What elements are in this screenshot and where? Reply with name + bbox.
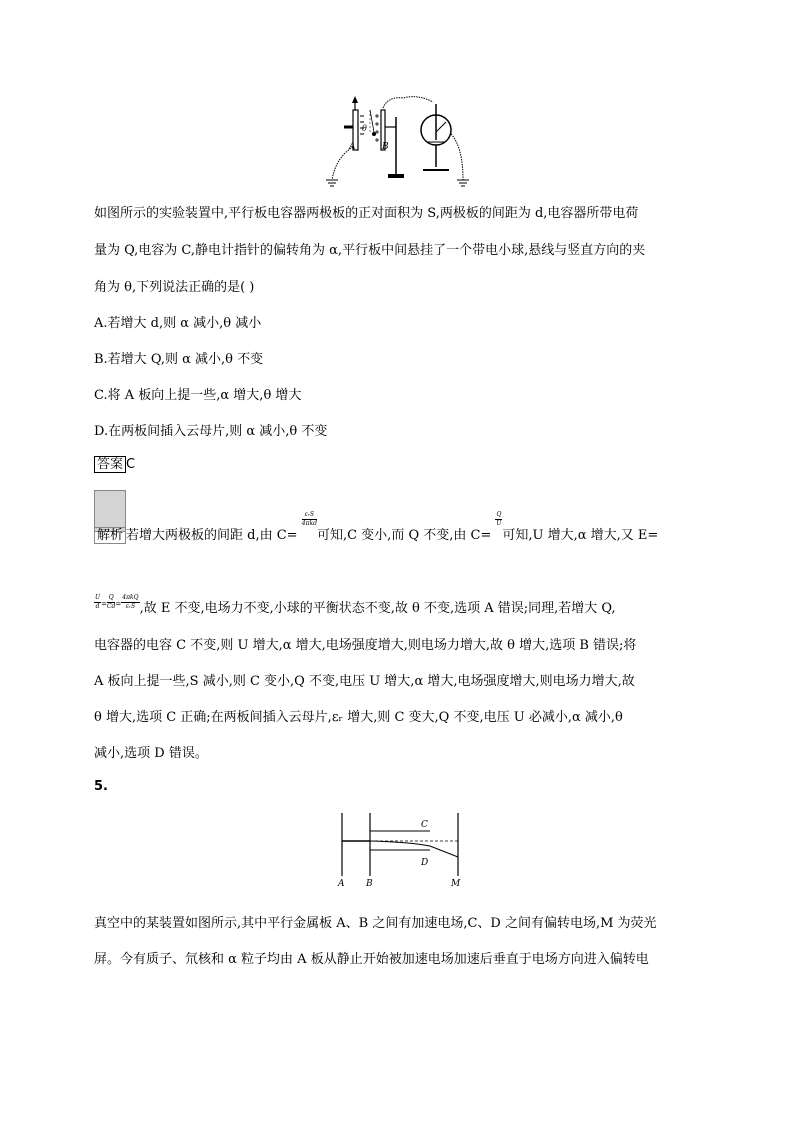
q4-stem-line-3: 角为 θ,下列说法正确的是( )	[94, 280, 255, 295]
analysis-line-4: A 板向上提一些,S 减小,则 C 变小,Q 不变,电压 U 增大,α 增大,电场强度增大,则电场力增大,故	[94, 674, 635, 689]
analysis-line-1a: 若增大两极板的间距 d,由 C=	[126, 528, 298, 543]
formula-2-denominator: U	[496, 520, 502, 527]
q4-option-a: A.若增大 d,则 α 减小,θ 减小	[94, 316, 262, 331]
eq-sign-1: =	[101, 600, 107, 608]
analysis-line-2-text: ,故 E 不变,电场力不变,小球的平衡状态不变,故 θ 不变,选项 A 错误;同理,若增大 Q,	[139, 601, 616, 616]
analysis-label: 解析	[94, 527, 126, 544]
field-formula-1	[94, 594, 101, 611]
answer-row	[94, 453, 135, 472]
fig1-label-theta: θ	[362, 124, 367, 133]
analysis-line-2	[94, 594, 616, 617]
deflection-apparatus-figure	[330, 808, 470, 883]
eq-q: Q	[108, 594, 114, 601]
formula-1-numerator: εᵣS	[302, 511, 317, 520]
answer-label: 答案	[94, 456, 126, 473]
q5-number: 5.	[94, 779, 108, 794]
formula-3-denominator: εᵣS	[125, 603, 136, 610]
analysis-line-6: 减小,选项 D 错误。	[94, 746, 208, 761]
q4-stem-line-2: 量为 Q,电容为 C,静电计指针的偏转角为 α,平行板中间悬挂了一个带电小球,悬线与竖直方向的夹	[94, 243, 646, 258]
formula-1-denominator: 4πkd	[301, 520, 317, 527]
q4-option-c: C.将 A 板向上提一些,α 增大,θ 增大	[94, 388, 302, 403]
fig1-label-a: A	[349, 142, 356, 152]
eq-cd: Cd	[106, 603, 116, 610]
analysis-line-5: θ 增大,选项 C 正确;在两板间插入云母片,εᵣ 增大,则 C 变大,Q 不变,电压 U 必减小,α 减小,θ	[94, 710, 623, 725]
fig2-label-b: B	[366, 879, 373, 889]
fig1-label-b: B	[382, 142, 389, 152]
capacitor-electrometer-figure	[318, 92, 478, 192]
fig2-label-m: M	[451, 879, 461, 889]
q5-stem-line-2: 屏。今有质子、氘核和 α 粒子均由 A 板从静止开始被加速电场加速后垂直于电场方向进入偏转电	[94, 952, 649, 967]
fig2-label-a: A	[338, 879, 345, 889]
q4-option-d: D.在两板间插入云母片,则 α 减小,θ 不变	[94, 424, 328, 439]
analysis-line-1b: 可知,C 变小,而 Q 不变,由 C=	[316, 528, 492, 543]
q4-option-b: B.若增大 Q,则 α 减小,θ 不变	[94, 352, 264, 367]
fig2-label-c: C	[421, 820, 428, 830]
analysis-line-1c: 可知,U 增大,α 增大,又 E=	[502, 528, 659, 543]
q5-stem-line-1: 真空中的某装置如图所示,其中平行金属板 A、B 之间有加速电场,C、D 之间有偏转电场,M 为荧光	[94, 916, 657, 931]
eq-sign-2: =	[115, 600, 122, 608]
eq-d: d	[95, 603, 100, 610]
formula-2-numerator: Q	[496, 511, 502, 518]
analysis-line-3: 电容器的电容 C 不变,则 U 增大,α 增大,电场强度增大,则电场力增大,故 θ 增大,选项 B 错误;将	[94, 638, 637, 653]
answer-value: C	[126, 457, 136, 472]
formula-3-numerator: 4πkQ	[122, 594, 139, 601]
fig2-label-d: D	[421, 858, 429, 868]
capacitance-formula	[302, 511, 317, 528]
analysis-line-1	[94, 511, 659, 544]
q4-stem-line-1: 如图所示的实验装置中,平行板电容器两极板的正对面积为 S,两极板的间距为 d,电容器所带电荷	[94, 206, 639, 221]
qu-formula	[495, 511, 502, 528]
eq-u: U	[95, 594, 101, 601]
field-formula-3	[121, 594, 139, 611]
